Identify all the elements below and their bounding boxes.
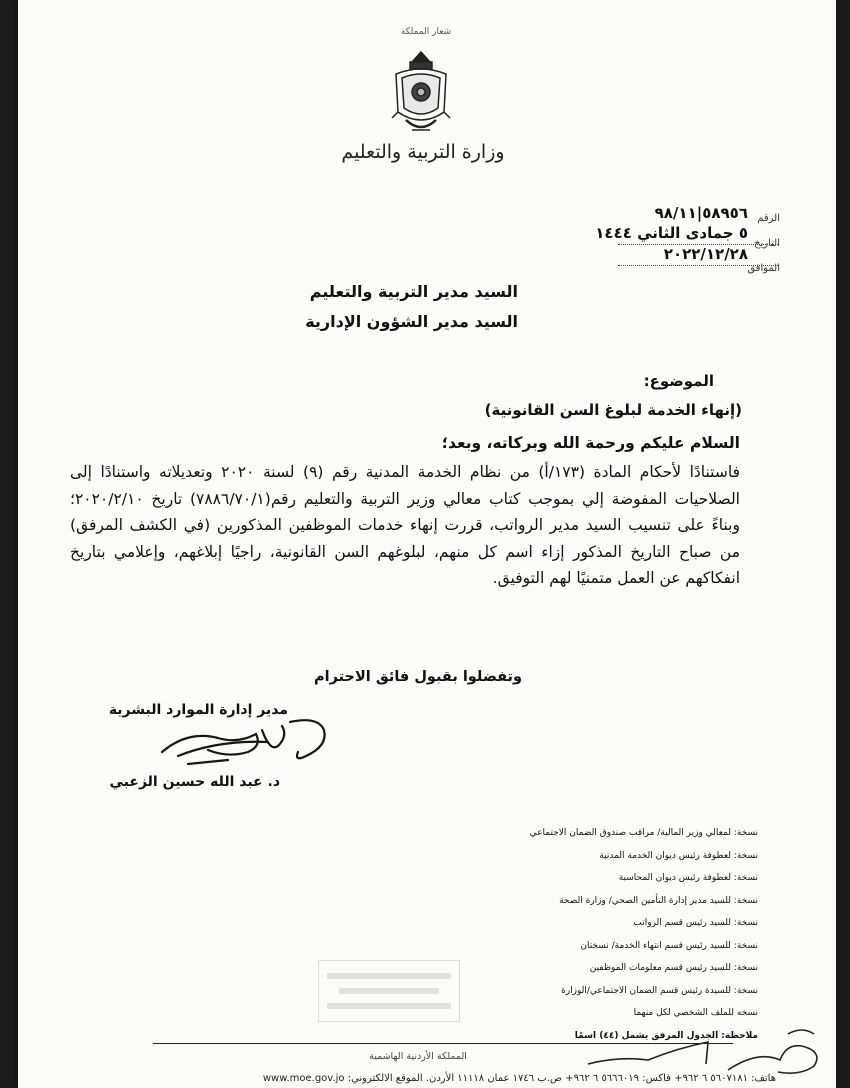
copy-item: نسخة: للسيد رئيس قسم الرواتب bbox=[633, 918, 758, 928]
copy-item: نسخة: للسيدة رئيس قسم الضمان الاجتماعي/الوزارة bbox=[561, 985, 758, 996]
letter-page bbox=[18, 0, 836, 1088]
ministry-name: وزارة التربية والتعليم bbox=[341, 141, 505, 163]
copy-item: نسخة: للسيد رئيس قسم انتهاء الخدمة/ نسختان bbox=[580, 940, 758, 951]
greeting: السلام عليكم ورحمة الله وبركاته، وبعد؛ bbox=[441, 434, 740, 452]
footer-contact: هاتف: ٥٦٠٧١٨١ ٦ ٩٦٢+ فاكس: ٥٦٦٦٠١٩ ٦ ٩٦٢+ ص.ب ١٧٤٦ عمان ١١١١٨ الأردن. الموقع الالكتروني: www.moe.gov.jo bbox=[262, 1073, 776, 1084]
date-label: التاريخ bbox=[754, 238, 780, 249]
coat-of-arms-icon bbox=[388, 48, 454, 140]
subject-heading: الموضوع: bbox=[643, 372, 714, 390]
copies-list bbox=[530, 822, 758, 1047]
copy-item: نسخة: للسيد مدير إدارة التأمين الصحي/ وزارة الصحة bbox=[559, 895, 758, 906]
handwritten-signature-icon bbox=[158, 712, 338, 774]
gregorian-date: ٢٠٢٢/١٢/٢٨ bbox=[663, 245, 748, 263]
copy-item: نسخه للملف الشخصي لكل منهما bbox=[633, 1008, 758, 1018]
footer-kingdom: المملكة الأردنية الهاشمية bbox=[369, 1051, 467, 1062]
signatory-title: مدير إدارة الموارد البشرية bbox=[108, 702, 288, 718]
attachment-note: ملاحظة: الجدول المرفق يشمل (٤٤) اسمًا bbox=[574, 1030, 758, 1041]
signatory-name: د. عبد الله حسين الزعبي bbox=[109, 774, 280, 790]
copy-item: نسخة: لعطوفة رئيس ديوان الخدمة المدنية bbox=[599, 850, 758, 861]
closing-line: وتفضلوا بقبول فائق الاحترام bbox=[314, 669, 522, 685]
corresponding-label: الموافق bbox=[747, 263, 780, 274]
subject-text: (إنهاء الخدمة لبلوغ السن القانونية) bbox=[484, 401, 742, 419]
reference-number-label: الرقم bbox=[757, 213, 780, 224]
addressee-line-2: السيد مدير الشؤون الإدارية bbox=[305, 312, 518, 331]
reference-number: ٥٨٩٥٦|٩٨/١١ bbox=[654, 204, 748, 222]
letter-body: فاستنادًا لأحكام المادة (١٧٣/أ) من نظام الخدمة المدنية رقم (٩) لسنة ٢٠٢٠ وتعديلاته واستنادًا إلى الصلاحيات المفوضة إلي بموجب كتاب معالي وزير التربية والتعليم رقم(٧٨٨٦/٧٠/١) تاريخ ٢٠٢٠/٢/١٠؛ وبناءً على تنسيب السيد مدير الرواتب، قررت إنهاء خدمات الموظفين المذكورين (في الكشف المرفق) من صباح التاريخ المذكور إزاء اسم كل منهم، لبلوغهم السن القانونية، راجيًا إبلاغهم، وإعلامي بتاريخ انفكاكهم عن العمل متمنيًا لهم التوفيق. bbox=[70, 463, 740, 587]
faded-stamp bbox=[318, 960, 460, 1022]
copy-item: نسخة: لعطوفة رئيس ديوان المحاسبة bbox=[618, 873, 758, 883]
addressee-line-1: السيد مدير التربية والتعليم bbox=[309, 282, 518, 301]
copy-item: نسخة: للسيد رئيس قسم معلومات الموظفين bbox=[589, 963, 758, 973]
letterhead-top-text: شعار المملكة bbox=[400, 27, 452, 37]
footer-divider bbox=[153, 1043, 733, 1044]
hijri-date: ٥ جمادى الثاني ١٤٤٤ bbox=[595, 224, 748, 242]
initials-scribble-icon bbox=[578, 1030, 738, 1075]
corresponding-underline bbox=[618, 265, 778, 266]
copy-item: نسخة: لمعالي وزير المالية/ مراقب صندوق الضمان الاجتماعي bbox=[529, 828, 758, 838]
